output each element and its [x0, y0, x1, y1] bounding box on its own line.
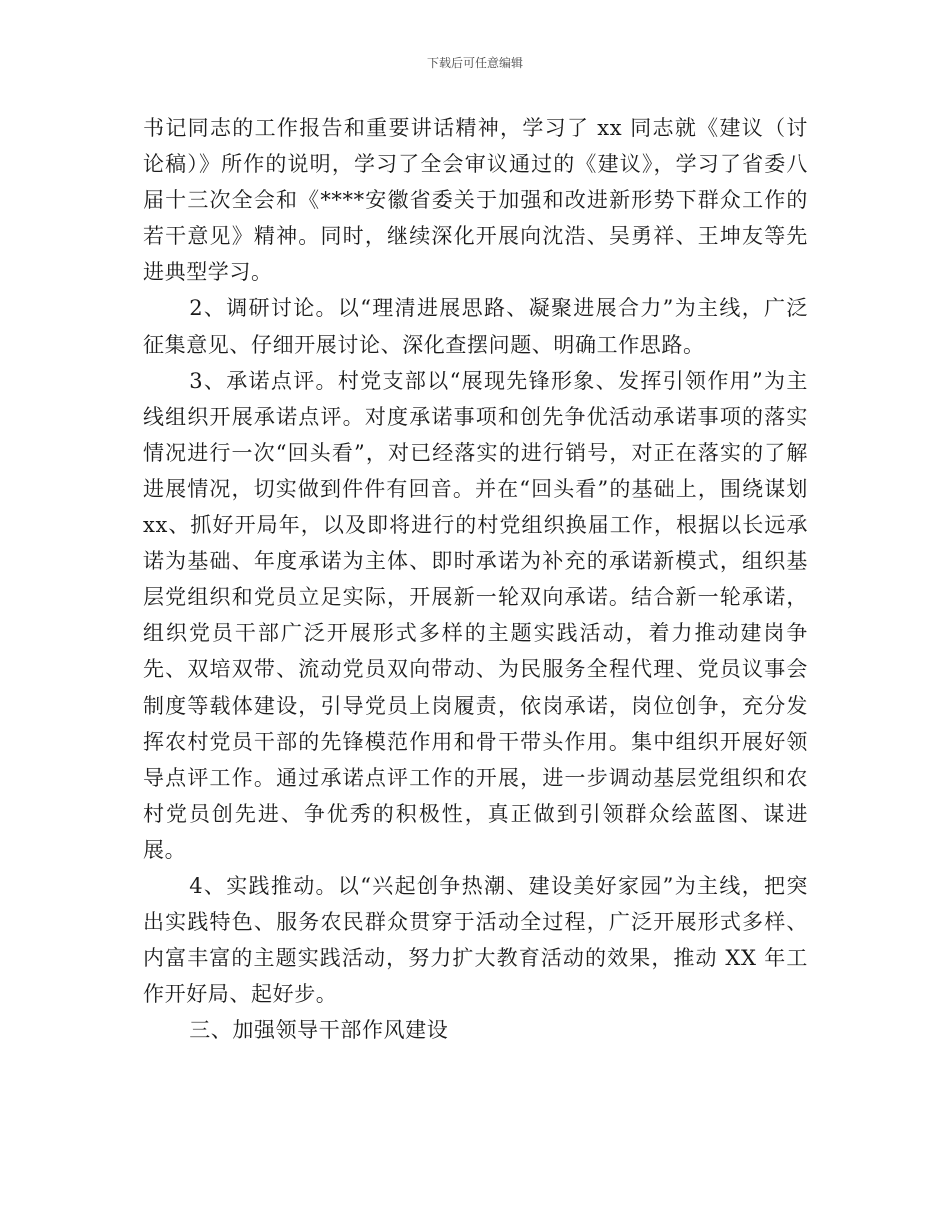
section-heading-3: 三、加强领导干部作风建设: [189, 1018, 449, 1043]
paragraph-item-4: 4、实践推动。以“兴起创争热潮、建设美好家园”为主线，把突出实践特色、服务农民群众贯穿于活动全过程，广泛开展形式多样、内富丰富的主题实践活动，努力扩大教育活动的效果，推动 XX 年工作开好局、起好步。: [143, 873, 808, 1007]
paragraph-item-2: 2、调研讨论。以“理清进展思路、凝聚进展合力”为主线，广泛征集意见、仔细开展讨论、深化查摆问题、明确工作思路。: [143, 296, 808, 357]
page-header-note: 下载后可任意编辑: [426, 56, 523, 70]
paragraph-continuation: 书记同志的工作报告和重要讲话精神，学习了 xx 同志就《建议（讨论稿）》所作的说明，学习了全会审议通过的《建议》，学习了省委八届十三次全会和《****安徽省委关于加强和改进新形势下群众工作的若干意见》精神。同时，继续深化开展向沈浩、吴勇祥、王坤友等先进典型学习。: [143, 116, 808, 285]
paragraph-item-3: 3、承诺点评。村党支部以“展现先锋形象、发挥引领作用”为主线组织开展承诺点评。对度承诺事项和创先争优活动承诺事项的落实情况进行一次“回头看”，对已经落实的进行销号，对正在落实的了解进展情况，切实做到件件有回音。并在“回头看”的基础上，围绕谋划 xx、抓好开局年，以及即将进行的村党组织换届工作，根据以长远承诺为基础、年度承诺为主体、即时承诺为补充的承诺新模式，组织基层党组织和党员立足实际，开展新一轮双向承诺。结合新一轮承诺，组织党员干部广泛开展形式多样的主题实践活动，着力推动建岗争先、双培双带、流动党员双向带动、为民服务全程代理、党员议事会制度等载体建设，引导党员上岗履责，依岗承诺，岗位创争，充分发挥农村党员干部的先锋模范作用和骨干带头作用。集中组织开展好领导点评工作。通过承诺点评工作的开展，进一步调动基层党组织和农村党员创先进、争优秀的积极性，真正做到引领群众绘蓝图、谋进展。: [143, 368, 808, 862]
document-body: [143, 110, 808, 1048]
